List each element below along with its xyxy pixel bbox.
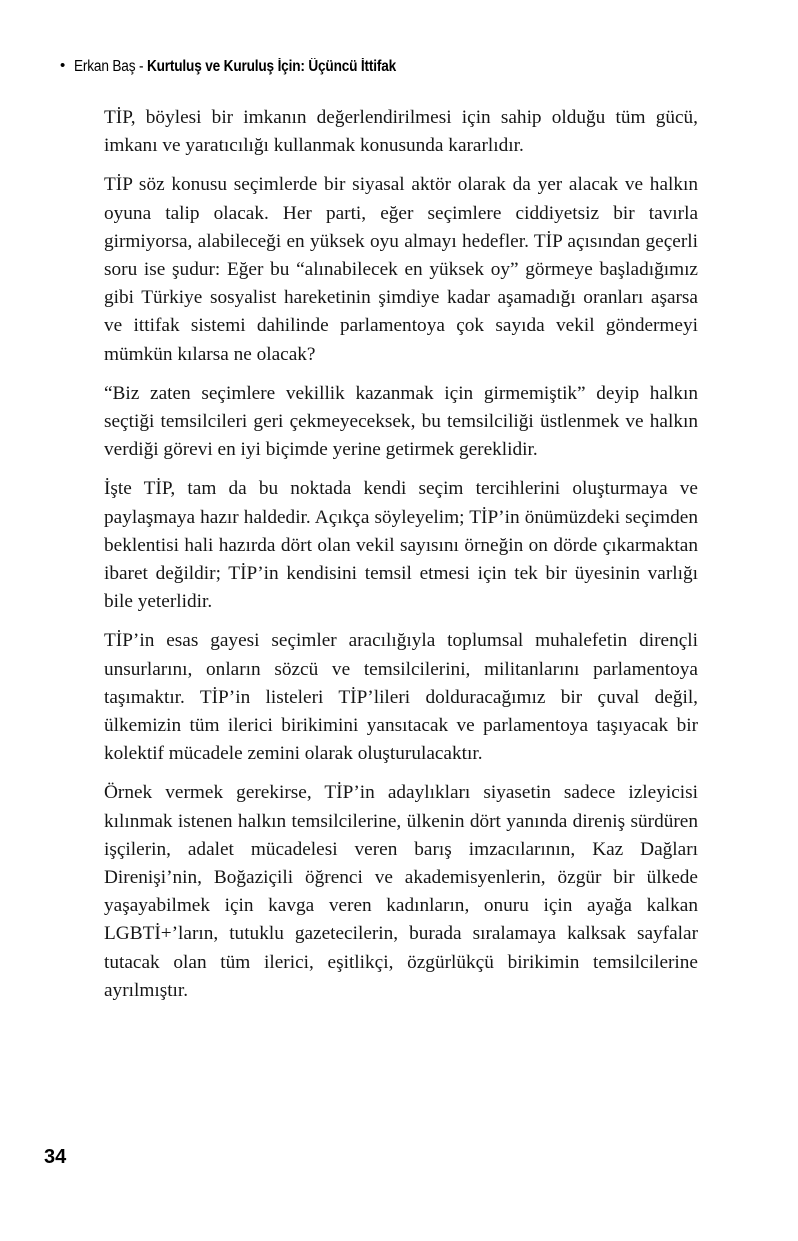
paragraph: “Biz zaten seçimlere vekillik kazanmak için girmemiştik” deyip halkın seçtiği temsilcileri geri çekmeyeceksek, bu temsilciliği üstlenmek ve halkın verdiği görevi en iyi biçimde yerine getirmek gereklidir. xyxy=(104,382,698,461)
running-header xyxy=(60,58,440,76)
bullet-icon: • xyxy=(60,57,66,74)
paragraph: Örnek vermek gerekirse, TİP’in adaylıkları siyasetin sadece izleyicisi kılınmak istenen halkın temsilcilerine, ülkenin dört yanında direniş sürdüren işçilerin, adalet mücadelesi veren barış imzacılarının, Kaz Dağları Direnişi’nin, Boğaziçili öğrenci ve akademisyenlerin, özgür bir ülkede yaşayabilmek için kavga veren kadınların, onuru için ayağa kalkan LGBTİ+’ların, tutuklu gazetecilerin, burada sıralamaya kalksak sayfalar tutacak olan tüm ilerici, eşitlikçi, özgürlükçü birikimin temsilcilerine ayrılmıştır. xyxy=(104,782,698,1001)
paragraph: İşte TİP, tam da bu noktada kendi seçim tercihlerini oluşturmaya ve paylaşmaya hazır haldedir. Açıkça söyleyelim; TİP’in önümüzdeki seçimden beklentisi hali hazırda dört olan vekil sayısını örneğin on dörde çıkarmaktan ibaret değildir; TİP’in kendisini temsil etmesi için tek bir üyesinin varlığı bile yeterlidir. xyxy=(104,478,698,613)
page-number: 34 xyxy=(44,1146,67,1168)
paragraph: TİP’in esas gayesi seçimler aracılığıyla toplumsal muhalefetin dirençli unsurlarını, onların sözcü ve temsilcilerini, militanlarını parlamentoya taşımaktır. TİP’in listeleri TİP’lileri dolduracağımız bir çuval değil, ülkemizin tüm ilerici birikimini yansıtacak ve parlamentoya taşıyacak bir kolektif mücadele zemini olarak oluşturulacaktır. xyxy=(104,630,698,765)
book-title: Kurtuluş ve Kuruluş İçin: Üçüncü İttifak xyxy=(147,58,397,75)
paragraph: TİP, böylesi bir imkanın değerlendirilmesi için sahip olduğu tüm gücü, imkanı ve yaratıcılığı kullanmak konusunda kararlıdır. xyxy=(104,107,698,157)
body-text-block xyxy=(104,104,698,1016)
author-name: Erkan Baş - xyxy=(74,58,148,75)
paragraph: TİP söz konusu seçimlerde bir siyasal aktör olarak da yer alacak ve halkın oyuna talip olacak. Her parti, eğer seçimlere ciddiyetsiz bir tavırla girmiyorsa, alabileceği en yüksek oyu almayı hedefler. TİP açısından geçerli soru ise şudur: Eğer bu “alınabilecek en yüksek oy” görmeye başladığımız gibi Türkiye sosyalist hareketinin şimdiye kadar aşamadığı oranları aşarsa ve ittifak sistemi dahilinde parlamentoya çok sayıda vekil göndermeyi mümkün kılarsa ne olacak? xyxy=(104,174,698,365)
running-header-text xyxy=(74,58,396,76)
